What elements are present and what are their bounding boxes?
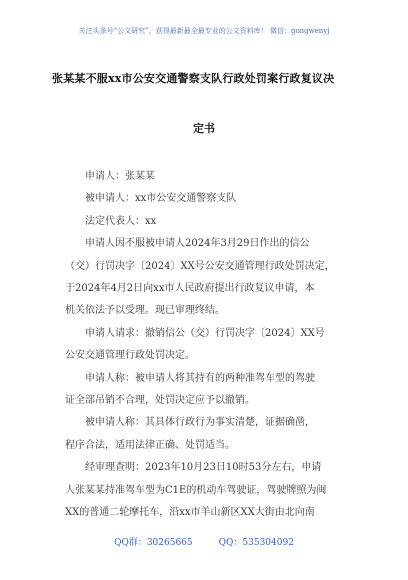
document-title-continued: 定书 [193,122,215,135]
document-body [65,166,355,525]
respondent-line: 被申请人：xx市公安交通警察支队 [85,193,237,205]
legal-representative-line: 法定代表人：xx [85,215,157,227]
findings-line: 经审理查明：2023年10月23日10时53分左右，申请 [85,462,322,474]
applicant-request-line: 申请人请求：撤销信公（交）行罚决字〔2024〕XX号 [85,327,325,339]
applicant-request-line: 公安交通管理行政处罚决定。 [65,350,195,362]
footer-qq-number: QQ：535304092 [218,538,294,548]
respondent-claim-line: 被申请人称：其具体行政行为事实清楚，证据确凿， [85,417,315,429]
footer-contact [0,535,408,548]
applicant-claim-line: 证全部吊销不合理，处罚决定应予以撤销。 [65,395,255,407]
findings-line: 人张某某持准驾车型为C1E的机动车驾驶证，驾驶牌照为闽 [65,484,327,496]
respondent-claim-line: 程序合法，适用法律正确、处罚适当。 [65,439,235,451]
document-title: 张某某不服xx市公安交通警察支队行政处罚案行政复议决 [52,72,335,85]
case-summary-line: 机关依法予以受理。现已审理终结。 [65,305,225,317]
case-summary-line: 申请人因不服被申请人2024年3月29日作出的信公 [85,238,310,250]
case-summary-line: 于2024年4月2日向xx市人民政府提出行政复议申请，本 [65,283,315,295]
case-summary-line: （交）行罚决字〔2024〕XX号公安交通管理行政处罚决定， [65,260,335,272]
footer-qq-group: QQ群：30265665 [114,538,193,548]
header-banner: 关注头条号“公文研究”，获得最新最全最专业的公文资料库！ 微信：gongwenyj [78,27,330,35]
findings-line: XX的普通二轮摩托车，沿xx市羊山新区XX大街由北向南 [65,507,315,519]
applicant-claim-line: 申请人称：被申请人将其持有的两种准驾车型的驾驶 [85,372,315,384]
applicant-line: 申请人：张某某 [85,171,155,182]
